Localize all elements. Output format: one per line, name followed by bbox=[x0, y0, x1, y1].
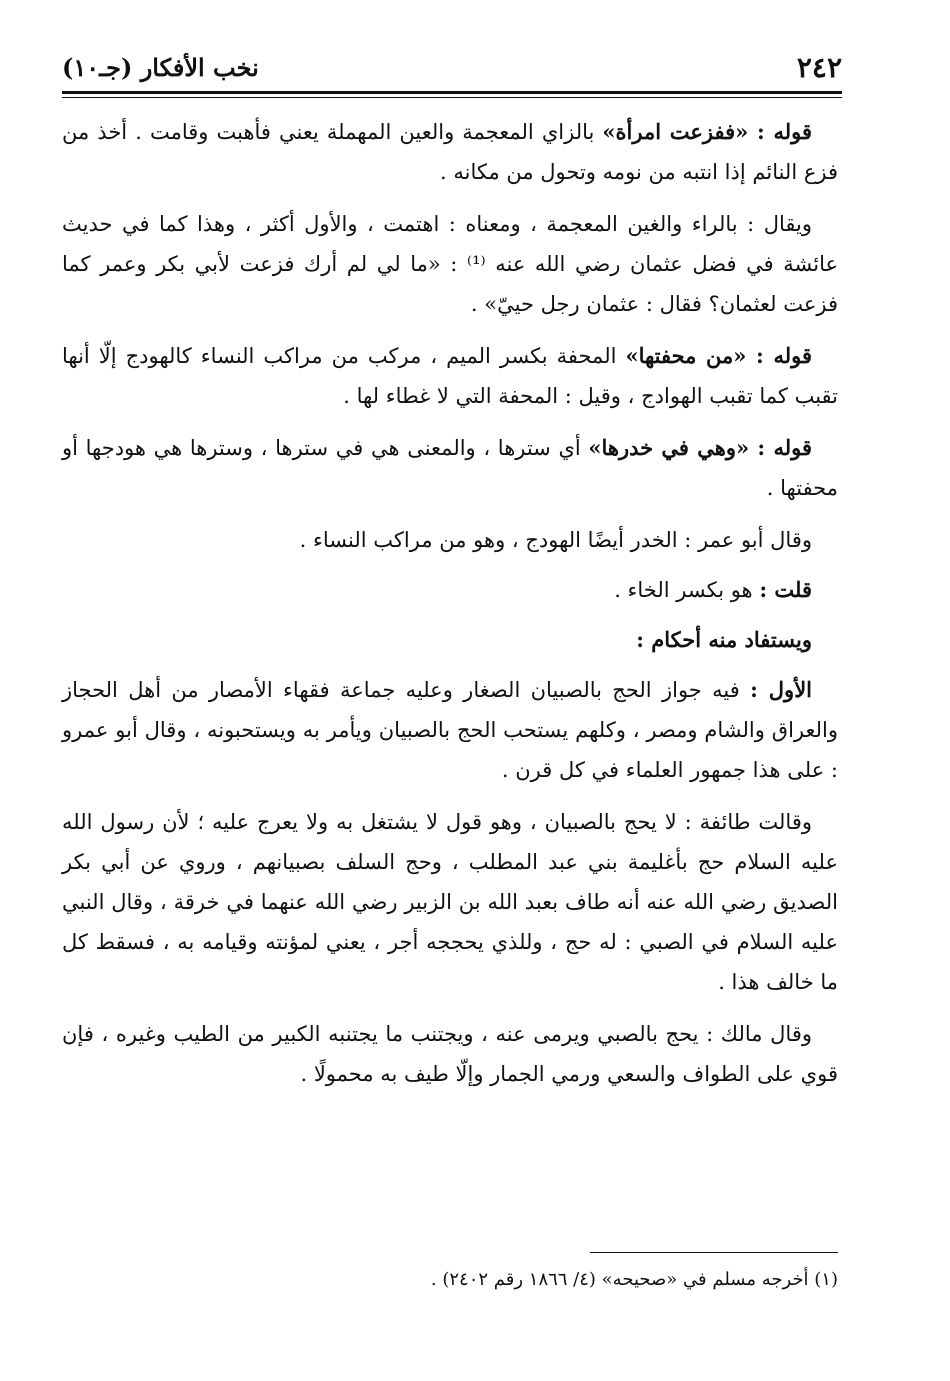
paragraph bbox=[62, 570, 838, 610]
paragraph-text: أي سترها ، والمعنى هي في سترها ، وسترها هي هودجها أو محفتها . bbox=[62, 436, 838, 500]
main-text bbox=[62, 112, 838, 1106]
footnote-rule bbox=[590, 1252, 838, 1253]
footnote: (١) أخرجه مسلم في «صحيحه» (٤/ ١٨٦٦ رقم ٢٤٠٢) . bbox=[430, 1269, 838, 1290]
section-heading bbox=[62, 620, 838, 660]
paragraph bbox=[62, 802, 838, 1002]
paragraph-lead: الأول : bbox=[750, 677, 813, 702]
paragraph-lead: قوله : «وهي في خدرها» bbox=[588, 435, 813, 460]
paragraph bbox=[62, 520, 838, 560]
paragraph-text: وقالت طائفة : لا يحج بالصبيان ، وهو قول لا يشتغل به ولا يعرج عليه ؛ لأن رسول الله عليه السلام حج بأغليمة بني عبد المطلب ، وحج السلف بصبيانهم ، وروي عن أبي بكر الصديق رضي الله عنه أنه طاف بعبد الله بن الزبير رضي الله عنهما في خرقة ، وقال النبي عليه السلام في الصبي : له حج ، وللذي يحججه أجر ، يعني لمؤنته وقيامه به ، فسقط كل ما خالف هذا . bbox=[62, 810, 838, 994]
header-rule bbox=[62, 91, 842, 98]
paragraph bbox=[62, 336, 838, 416]
paragraph bbox=[62, 670, 838, 790]
paragraph-text: المحفة بكسر الميم ، مركب من مراكب النساء كالهودج إلّا أنها تقبب كما تقبب الهوادج ، وقيل : المحفة التي لا غطاء لها . bbox=[62, 344, 838, 408]
running-title: نخب الأفكار (جـ١٠) bbox=[62, 52, 259, 82]
paragraph-text: بالزاي المعجمة والعين المهملة يعني فأهبت وقامت . أخذ من فزع النائم إذا انتبه من نومه وتحول من مكانه . bbox=[62, 120, 838, 184]
paragraph-lead: قوله : «ففزعت امرأة» bbox=[602, 119, 812, 144]
paragraph-text: ويقال : بالراء والغين المعجمة ، ومعناه : اهتمت ، والأول أكثر ، وهذا كما في حديث عائشة في فضل عثمان رضي الله عنه ⁽¹⁾ : «ما لي لم أرك فزعت لأبي بكر وعمر كما فزعت لعثمان؟ فقال : عثمان رجل حييّ» . bbox=[62, 212, 838, 316]
paragraph bbox=[62, 1014, 838, 1094]
paragraph bbox=[62, 112, 838, 192]
page-header bbox=[62, 44, 842, 90]
paragraph-text: وقال أبو عمر : الخدر أيضًا الهودج ، وهو من مراكب النساء . bbox=[299, 528, 812, 552]
paragraph-lead: ويستفاد منه أحكام : bbox=[636, 627, 812, 652]
paragraph bbox=[62, 428, 838, 508]
paragraph-text: هو بكسر الخاء . bbox=[614, 578, 760, 602]
paragraph-lead: قوله : «من محفتها» bbox=[625, 343, 812, 368]
paragraph bbox=[62, 204, 838, 324]
paragraph-lead: قلت : bbox=[759, 577, 812, 602]
paragraph-text: فيه جواز الحج بالصبيان الصغار وعليه جماعة فقهاء الأمصار من أهل الحجاز والعراق والشام ومصر ، وكلهم يستحب الحج بالصبيان ويأمر به ويستحبونه ، وقال أبو عمرو : على هذا جمهور العلماء في كل قرن . bbox=[62, 678, 838, 782]
paragraph-text: وقال مالك : يحج بالصبي ويرمى عنه ، ويجتنب ما يجتنبه الكبير من الطيب وغيره ، فإن قوي على الطواف والسعي ورمي الجمار وإلّا طيف به محمولًا . bbox=[62, 1022, 838, 1086]
page-number: ٢٤٢ bbox=[796, 50, 842, 84]
